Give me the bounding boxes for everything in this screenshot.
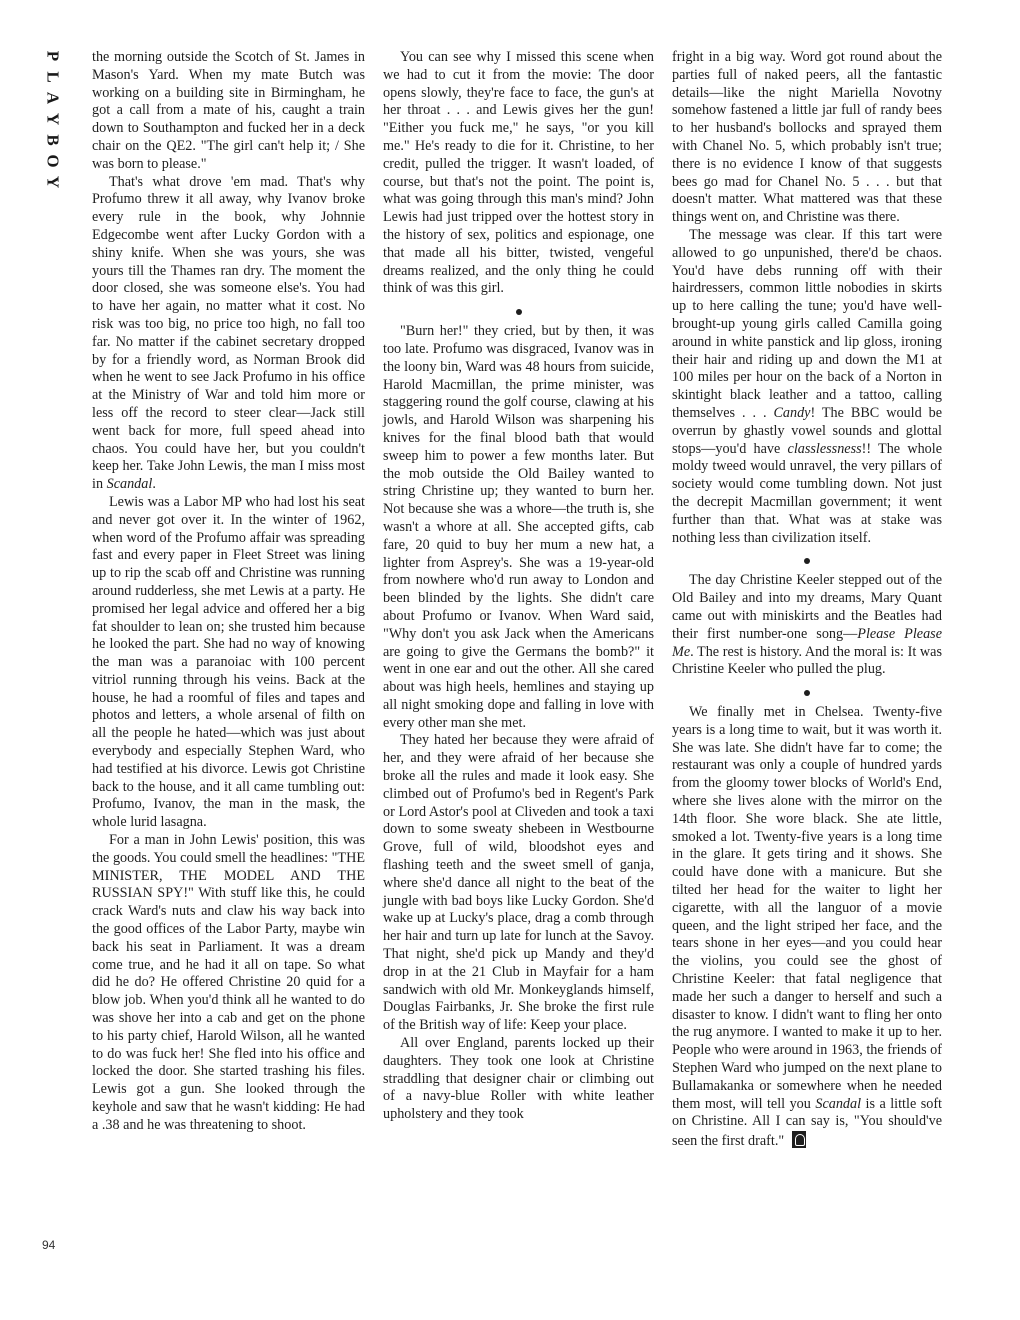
section-break-bullet <box>672 684 942 700</box>
running-head-letter: L <box>43 71 63 84</box>
running-head-letter: A <box>43 91 63 106</box>
paragraph: fright in a big way. Word got round about the parties full of naked peers, all the fantastic details—like the night Mariella Novotny somehow fastened a little jar full of randy bees to her husband's bollocks and sprayed them with Chanel No. 5, which probably isn't true; there is no evidence I know of that suggests bees go mad for Chanel No. 5 . . . but that doesn't matter. What mattered was that these things went on, and Christine was there. <box>672 49 942 226</box>
page-number: 94 <box>42 1238 56 1252</box>
paragraph: Lewis was a Labor MP who had lost his seat and never got over it. In the winter of 1962, when word of the Profumo affair was spreading fast and every paper in Fleet Street was lining up to rip the scab off and Christine was running around rudderless, she met Lewis at a party. He promised her legal advice and offered her a big fat shoulder to lean on; she trusted him because he looked the part. She had no way of knowing the man was a paranoiac with 100 percent vitriol running through his veins. Back at the house, he had a roomful of files and tapes and photos and letters, a whole arsenal of filth on all the people he hated—which was just about everybody and especially Stephen Ward, who had testified at his divorce. Lewis got Christine back to the house, and it all came tumbling out: Profumo, Ivanov, the man in the mask, the whole lurid lasagna. <box>92 493 365 831</box>
running-head-letter: Y <box>43 112 63 127</box>
bullet-icon <box>804 690 810 696</box>
bullet-icon <box>804 558 810 564</box>
paragraph: All over England, parents locked up their daughters. They took one look at Christine straddling that designer chair or climbing out of a navy-blue Roller with white leather upholstery and they took <box>383 1035 654 1123</box>
paragraph: "Burn her!" they cried, but by then, it was too late. Profumo was disgraced, Ivanov was in the loony bin, Ward was 48 hours from suicide, Harold Macmillan, the prime minister, was staggering round the golf course, clawing at his jowls, and Harold Wilson was sharpening his knives for the final blood bath that would sweep him to power a few months later. But the mob outside the Old Bailey wanted to string Christine up; they wanted to burn her. Not because she was a whore—the truth is, she wasn't a whore at all. She accepted gifts, cab fare, 20 quid to buy her mum a new hat, a lighter from Asprey's. She was a 19-year-old from nowhere who'd run away to London and been blinded by the lights. She didn't care about Profumo or Ivanov. When Ward said, "Why don't you ask Jack when the Americans are going to give the Germans the bomb?" it went in one ear and out the other. All she cared about was high heels, hemlines and staying up all night smoking dope and falling in love with every other man she met. <box>383 323 654 731</box>
running-head-letter: P <box>43 50 63 63</box>
text-column-2 <box>383 49 654 1124</box>
paragraph: The day Christine Keeler stepped out of the Old Bailey and into my dreams, Mary Quant came out with miniskirts and the Beatles had their first number-one song—Please Please Me. The rest is history. And the moral is: It was Christine Keeler who pulled the plug. <box>672 572 942 678</box>
paragraph: For a man in John Lewis' position, this was the goods. You could smell the headlines: "THE MINISTER, THE MODEL AND THE RUSSIAN SPY!" With stuff like this, he could crack Ward's nuts and claw his way back into the good offices of the Labor Party, maybe win back his seat in Parliament. It was a dream come true, and he had it all on tape. So what did he do? He offered Christine 20 quid for a blow job. When you'd think all he wanted to do was shove her into a cab and get on the phone to his party chief, Harold Wilson, all he wanted to do was fuck her! She fled into his office and locked the door. She started trashing his files. Lewis got a gun. She looked through the keyhole and saw that he wasn't kidding: He had a .38 and he was threatening to shoot. <box>92 832 365 1133</box>
paragraph: That's what drove 'em mad. That's why Profumo threw it all away, why Ivanov broke every rule in the book, why Johnnie Edgecombe went after Lucky Gordon with a shiny knife. When she was yours, she was yours till the Thames ran dry. The moment the door closed, she was someone else's. You had to have her again, no matter what it cost. No risk was too big, no price too high, no fall too far. No matter if the cabinet secretary dropped by for a friendly word, as Norman Brook did when he went to see Jack Profumo in his office at the Ministry of War and told him more or less off the record to steer clear—Jack still went back for more, full speed ahead into chaos. You could have her, but you couldn't keep her. Take John Lewis, the man I miss most in Scandal. <box>92 173 365 493</box>
paragraph: They hated her because they were afraid of her, and they were afraid of her because she broke all the rules and made it look easy. She climbed out of Profumo's bed in Regent's Park or Lord Astor's pool at Cliveden and took a taxi down to some sweaty shebeen in Westbourne Grove, full of wild, bloodshot eyes and flashing teeth and the sweet smell of ganja, where she'd dance all night to the beat of the jungle with bad boys like Lucky Gordon. She'd wake up at Lucky's place, drag a comb through her hair and turn up late for lunch at the Savoy. That night, she'd pick up Mandy and they'd drop in at the 21 Club in Mayfair for a ham sandwich with old Mr. Monkeyglands himself, Douglas Fairbanks, Jr. She broke the first rule of the British way of life: Keep your place. <box>383 732 654 1034</box>
running-head-letter: Y <box>43 175 63 190</box>
paragraph: You can see why I missed this scene when we had to cut it from the movie: The door opens slowly, they're face to face, the gun's at her throat . . . and Lewis gives her the gun! "Either you fuck me," he says, "or you kill me." He's ready to die for it. Christine, to her credit, pulled the trigger. It wasn't loaded, of course, but that's not the point. The point is, what was going through this man's mind? John Lewis had just tripped over the hottest story in the history of sex, politics and espionage, one that made all his bitter, twisted, vengeful dreams realized, and the only thing he could think of was this girl. <box>383 49 654 297</box>
paragraph: We finally met in Chelsea. Twenty-five years is a long time to wait, but it was worth it. She was late. She didn't have far to come; the restaurant was only a couple of hundred yards from the gloomy tower blocks of World's End, where she lives alone with the mirror on the 14th floor. She wore black. She ate little, smoked a lot. Twenty-five years is a long time in the glare. It gets tiring and it shows. She could have done with a manicure. But she tilted her head for the waiter to light her cigarette, with all the languor of a movie queen, and the light striped her face, and the tears shone in her eyes—and you could hear the violins, you could see the ghost of Christine Keeler: that fatal negligence that made her such a danger to herself and such a disaster to know. I didn't want to fling her onto the rug anymore. I wanted to make it up to her. People who were around in 1963, the friends of Stephen Ward who jumped on the next plane to Bullamakanka or somewhere when he needed them most, will tell you Scandal is a little soft on Christine. All I can say is, "You should've seen the first draft." <box>672 704 942 1150</box>
section-break-bullet <box>672 552 942 568</box>
paragraph: The message was clear. If this tart were allowed to go unpunished, there'd be chaos. You'd have debs running off with their hairdressers, common little nobodies in skirts up to here calling the tune; you'd have well-brought-up young girls called Camilla going around in white panstick and lip gloss, ironing their hair and riding up and down the M1 at 100 miles per hour on the back of a Norton in skintight black leather and a tattoo, calling themselves . . . Candy! The BBC would be overrun by ghastly vowel sounds and glottal stops—you'd have classlessness!! The whole moldy tweed would unravel, the very pillars of society would come tumbling down. Not just the decrepit Macmillan government; it went further than that. What was at stake was nothing less than civilization itself. <box>672 226 943 546</box>
section-break-bullet <box>383 303 654 319</box>
running-head <box>36 46 70 193</box>
paragraph: the morning outside the Scotch of St. James in Mason's Yard. When my mate Butch was working on a building site in Birmingham, he got a call from a mate of his, caught a train down to Southampton and fucked her in a deck chair on the QE2. "The girl can't help it; / She was born to please." <box>92 49 365 172</box>
running-head-letter: O <box>43 154 63 169</box>
rabbit-logo-end-icon <box>792 1131 806 1148</box>
running-head-letter: B <box>43 134 63 147</box>
bullet-icon <box>516 309 522 315</box>
text-column-1 <box>92 49 365 1135</box>
text-column-3 <box>672 49 942 1151</box>
